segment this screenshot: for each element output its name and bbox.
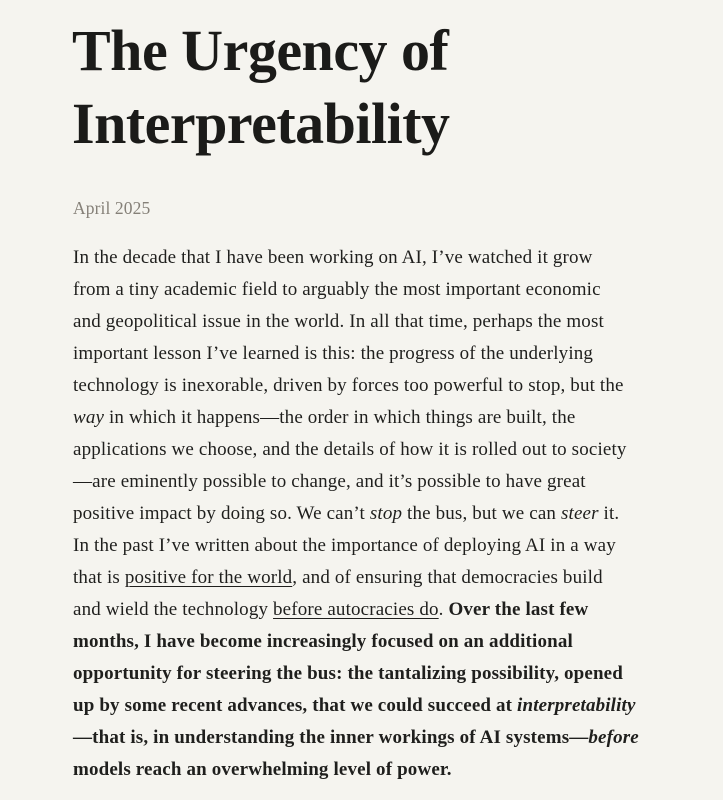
body-line-bold: months, I have become increasingly focused on an additional xyxy=(73,631,573,652)
body-line: —are eminently possible to change, and it’s possible to have great xyxy=(73,471,586,492)
emphasis-before: before xyxy=(588,727,639,748)
emphasis-stop: stop xyxy=(369,503,403,524)
body-text: positive impact by doing so. We can’t xyxy=(73,503,370,524)
body-line xyxy=(73,562,713,594)
body-line: applications we choose, and the details of how it is rolled out to society xyxy=(73,439,627,460)
link-positive-for-the-world[interactable]: positive for the world xyxy=(124,567,293,588)
bold-text: Over the last few xyxy=(448,599,589,620)
body-line: technology is inexorable, driven by forces too powerful to stop, but the xyxy=(73,375,624,396)
body-line xyxy=(73,498,713,530)
body-line: from a tiny academic field to arguably the most important economic xyxy=(73,279,601,300)
body-line xyxy=(73,594,713,626)
title-line-1: The Urgency of xyxy=(72,18,449,83)
body-line-bold: opportunity for steering the bus: the tantalizing possibility, opened xyxy=(73,663,623,684)
body-line: In the decade that I have been working on AI, I’ve watched it grow xyxy=(73,247,593,268)
body-text: , and of ensuring that democracies build xyxy=(292,567,603,588)
body-line: and geopolitical issue in the world. In all that time, perhaps the most xyxy=(73,311,604,332)
title-line-2: Interpretability xyxy=(72,91,450,156)
body-line-bold xyxy=(73,722,713,754)
article-title xyxy=(72,14,450,160)
body-text: and wield the technology xyxy=(73,599,274,620)
body-text: it. xyxy=(598,503,620,524)
body-line-bold xyxy=(73,690,713,722)
publish-date: April 2025 xyxy=(73,198,151,218)
bold-text: —that is, in understanding the inner workings of AI systems— xyxy=(73,727,589,748)
body-text: the bus, but we can xyxy=(402,503,561,524)
body-text: that is xyxy=(73,567,125,588)
emphasis-way: way xyxy=(73,407,105,428)
emphasis-steer: steer xyxy=(560,503,599,524)
body-line: important lesson I’ve learned is this: the progress of the underlying xyxy=(73,343,594,364)
body-line xyxy=(73,402,713,434)
link-before-autocracies-do[interactable]: before autocracies do xyxy=(273,599,439,620)
article-body xyxy=(73,242,713,786)
body-text: in which it happens—the order in which things are built, the xyxy=(104,407,576,428)
emphasis-interpretability: interpretability xyxy=(517,695,636,716)
bold-text: up by some recent advances, that we could succeed at xyxy=(73,695,518,716)
body-line: In the past I’ve written about the importance of deploying AI in a way xyxy=(73,535,616,556)
body-line-bold: models reach an overwhelming level of power. xyxy=(73,759,452,780)
body-text: . xyxy=(438,599,449,620)
